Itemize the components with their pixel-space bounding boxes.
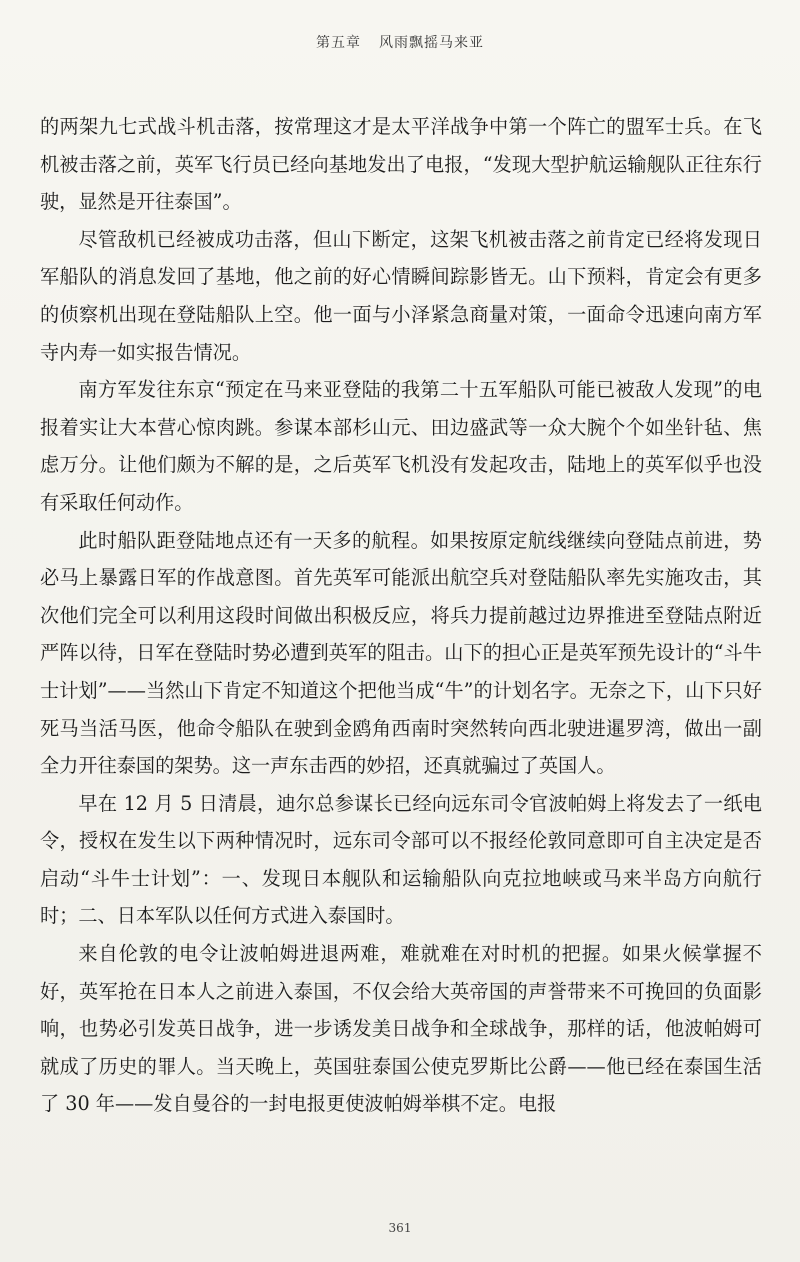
chapter-number: 第五章 <box>316 35 361 51</box>
paragraph: 南方军发往东京“预定在马来亚登陆的我第二十五军船队可能已被敌人发现”的电报着实让大本营心惊肉跳。参谋本部杉山元、田边盛武等一众大腕个个如坐针毡、焦虑万分。让他们颇为不解的是，之后英军飞机没有发起攻击，陆地上的英军似乎也没有采取任何动作。 <box>40 378 762 514</box>
body-text <box>40 108 762 1123</box>
running-header <box>0 32 800 52</box>
paragraph: 尽管敌机已经被成功击落，但山下断定，这架飞机被击落之前肯定已经将发现日军船队的消息发回了基地，他之前的好心情瞬间踪影皆无。山下预料，肯定会有更多的侦察机出现在登陆船队上空。他一面与小泽紧急商量对策，一面命令迅速向南方军寺内寿一如实报告情况。 <box>40 227 762 364</box>
paragraph: 来自伦敦的电令让波帕姆进退两难，难就难在对时机的把握。如果火候掌握不好，英军抢在日本人之前进入泰国，不仅会给大英帝国的声誉带来不可挽回的负面影响，也势必引发英日战争，进一步诱发美日战争和全球战争，那样的话，他波帕姆可就成了历史的罪人。当天晚上，英国驻泰国公使克罗斯比公爵——他已经在泰国生活了 30 年——发自曼谷的一封电报更使波帕姆举棋不定。电报 <box>40 942 762 1116</box>
page-number: 361 <box>388 1221 412 1235</box>
chapter-title: 风雨飘摇马来亚 <box>379 35 484 51</box>
paragraph: 早在 12 月 5 日清晨，迪尔总参谋长已经向远东司令官波帕姆上将发去了一纸电令，授权在发生以下两种情况时，远东司令部可以不报经伦敦同意即可自主决定是否启动“斗牛士计划”：一、发现日本舰队和运输船队向克拉地峡或马来半岛方向航行时；二、日本军队以任何方式进入泰国时。 <box>40 791 762 928</box>
paragraph: 的两架九七式战斗机击落，按常理这才是太平洋战争中第一个阵亡的盟军士兵。在飞机被击落之前，英军飞行员已经向基地发出了电报，“发现大型护航运输舰队正往东行驶，显然是开往泰国”。 <box>40 115 762 214</box>
paragraph: 此时船队距登陆地点还有一天多的航程。如果按原定航线继续向登陆点前进，势必马上暴露日军的作战意图。首先英军可能派出航空兵对登陆船队率先实施攻击，其次他们完全可以利用这段时间做出积极反应，将兵力提前越过边界推进至登陆点附近严阵以待，日军在登陆时势必遭到英军的阻击。山下的担心正是英军预先设计的“斗牛士计划”——当然山下肯定不知道这个把他当成“牛”的计划名字。无奈之下，山下只好死马当活马医，他命令船队在驶到金鸥角西南时突然转向西北驶进暹罗湾，做出一副全力开往泰国的架势。这一声东击西的妙招，还真就骗过了英国人。 <box>40 528 762 778</box>
